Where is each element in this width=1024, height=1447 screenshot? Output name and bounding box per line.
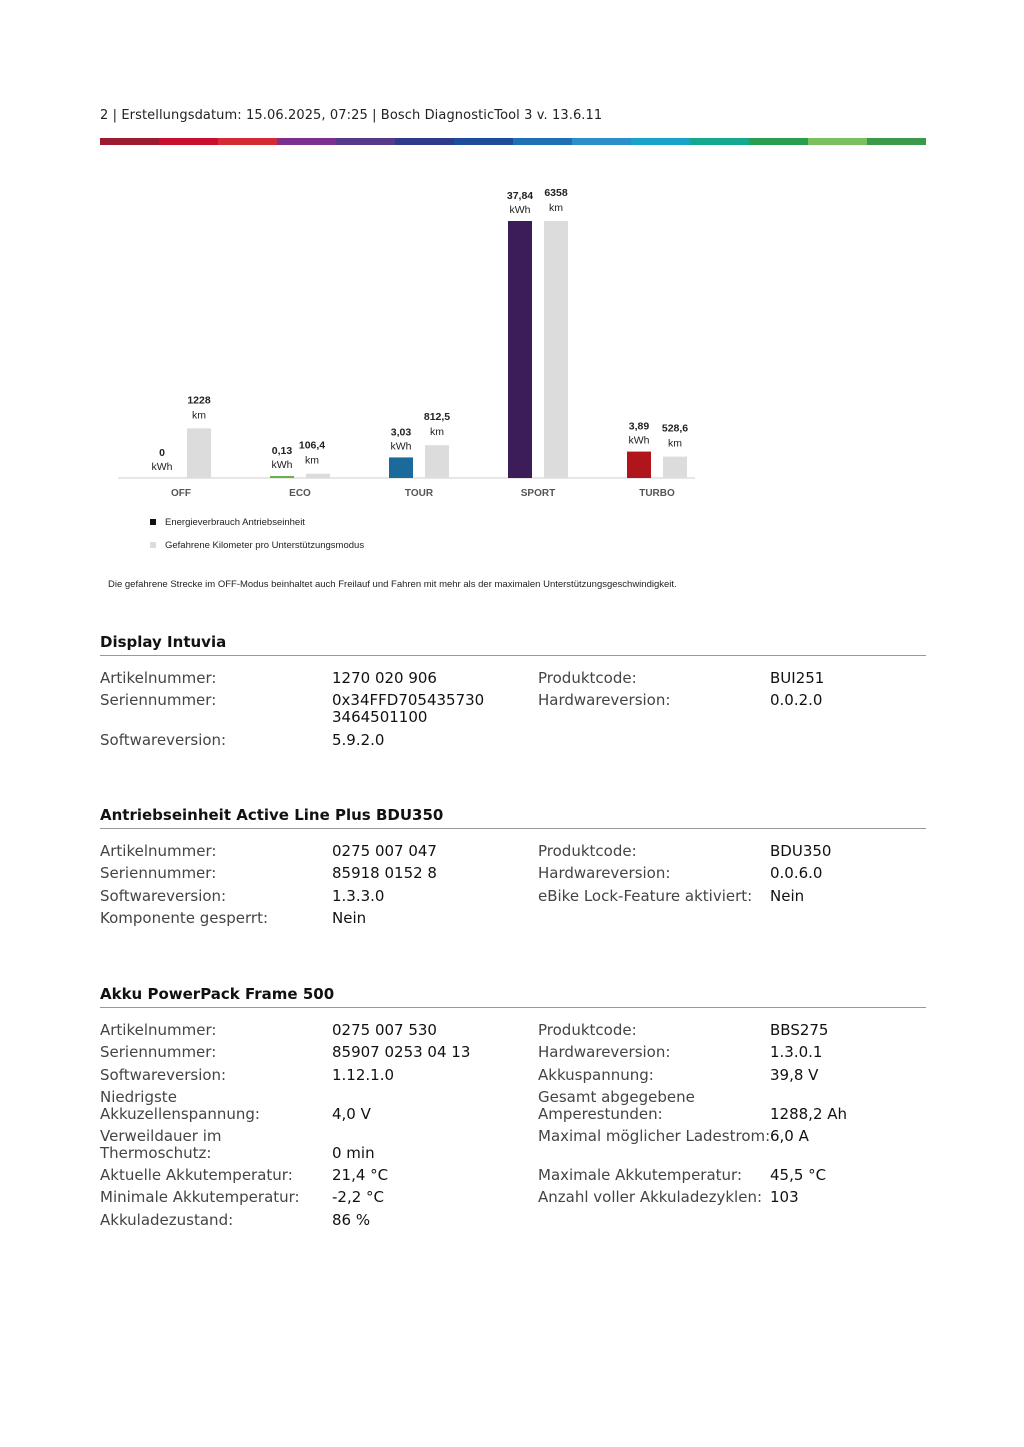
- detail-label-line: Aktuelle Akkutemperatur:: [100, 1165, 293, 1184]
- detail-label: [100, 910, 268, 927]
- color-bar-segment: [395, 138, 454, 145]
- detail-value-line: 86 %: [332, 1210, 371, 1229]
- detail-label: [100, 865, 216, 882]
- detail-value-line: 0 min: [332, 1143, 375, 1162]
- detail-label: [100, 1189, 300, 1206]
- detail-value: [332, 732, 384, 749]
- energy-unit-label: kWh: [628, 434, 650, 447]
- energy-unit-label: kWh: [390, 440, 412, 453]
- category-label: ECO: [289, 488, 311, 499]
- km-value-label: 1228: [187, 394, 211, 407]
- km-bar: [187, 428, 211, 478]
- energy-unit-label: kWh: [271, 459, 293, 471]
- detail-value: [770, 1044, 822, 1061]
- energy-value-label: 0,13: [271, 445, 293, 457]
- color-bar-segment: [218, 138, 277, 145]
- legend-km-label: Gefahrene Kilometer pro Unterstützungsmodus: [165, 540, 365, 551]
- detail-value: [332, 1189, 384, 1206]
- color-bar-segment: [867, 138, 926, 145]
- detail-label-line: Anzahl voller Akkuladezyklen:: [538, 1188, 763, 1207]
- detail-value: [770, 1067, 818, 1084]
- detail-value: [332, 1145, 375, 1162]
- detail-value-line: 21,4 °C: [332, 1165, 389, 1184]
- detail-label-line: Akkuzellenspannung:: [100, 1104, 260, 1123]
- detail-value: [770, 865, 822, 882]
- km-value-label: 812,5: [423, 411, 451, 424]
- detail-label-line: Amperestunden:: [538, 1104, 663, 1123]
- detail-label: [100, 732, 226, 749]
- detail-value-line: 103: [770, 1188, 799, 1207]
- section-title: Antriebseinheit Active Line Plus BDU350: [100, 806, 926, 829]
- km-bar: [663, 457, 687, 478]
- detail-value: [770, 692, 822, 709]
- category-label: OFF: [171, 488, 191, 499]
- detail-value: [332, 888, 384, 905]
- detail-value: [770, 1022, 828, 1039]
- detail-label-line: Artikelnummer:: [100, 1021, 217, 1039]
- detail-label-line: Seriennummer:: [100, 691, 217, 710]
- detail-value-line: BBS275: [770, 1021, 829, 1039]
- detail-label: [538, 888, 752, 905]
- detail-value-line: 45,5 °C: [770, 1165, 827, 1184]
- detail-value: [332, 1212, 370, 1229]
- detail-value: [770, 1106, 847, 1123]
- color-bar-segment: [749, 138, 808, 145]
- km-bar: [425, 445, 449, 478]
- detail-value: [770, 843, 831, 860]
- detail-label: [100, 1067, 226, 1084]
- detail-label-line: Akkuspannung:: [538, 1065, 654, 1084]
- category-label: SPORT: [520, 488, 556, 499]
- color-bar-segment: [336, 138, 395, 145]
- legend-km: [150, 540, 364, 551]
- energy-value-label: 3,89: [628, 420, 650, 433]
- detail-value: [332, 692, 484, 726]
- detail-label-line: Minimale Akkutemperatur:: [100, 1188, 300, 1207]
- detail-value: [332, 1167, 388, 1184]
- energy-bar: [508, 221, 532, 478]
- detail-label: [538, 1167, 742, 1184]
- detail-label-line: Maximale Akkutemperatur:: [538, 1165, 743, 1184]
- detail-value-line: BUI251: [770, 669, 825, 687]
- chart-footnote: Die gefahrene Strecke im OFF-Modus beinhaltet auch Freilauf und Fahren mit mehr als der maximalen Unterstützungsgeschwindigkeit.: [108, 579, 677, 590]
- detail-label: [538, 1067, 654, 1084]
- energy-value-label: 3,03: [390, 426, 412, 439]
- color-bar-segment: [808, 138, 867, 145]
- detail-label-line: Maximal möglicher Ladestrom:: [538, 1126, 771, 1145]
- detail-label-line: Softwareversion:: [100, 730, 227, 749]
- km-bar: [306, 474, 330, 478]
- detail-label: [538, 1128, 770, 1145]
- energy-bar: [270, 476, 294, 478]
- detail-label: [538, 843, 637, 860]
- detail-label-line: Verweildauer im: [100, 1126, 222, 1145]
- section-title: Akku PowerPack Frame 500: [100, 985, 926, 1008]
- detail-label: [100, 670, 216, 687]
- detail-value-line: 0.0.2.0: [770, 691, 823, 710]
- page-header: 2 | Erstellungsdatum: 15.06.2025, 07:25 | Bosch DiagnosticTool 3 v. 13.6.11: [100, 108, 603, 123]
- usage-bar-chart: [100, 180, 710, 510]
- detail-value-line: 0x34FFD705435730: [332, 691, 485, 710]
- energy-bar: [389, 457, 413, 478]
- detail-label-line: eBike Lock-Feature aktiviert:: [538, 886, 753, 905]
- color-bar-segment: [572, 138, 631, 145]
- legend-energy-swatch: [150, 519, 156, 525]
- energy-unit-label: kWh: [509, 204, 531, 216]
- detail-value: [332, 1044, 470, 1061]
- detail-label-line: Seriennummer:: [100, 1043, 217, 1062]
- detail-value: [770, 1189, 799, 1206]
- km-unit-label: km: [305, 454, 319, 467]
- energy-bar: [627, 452, 651, 478]
- detail-label-line: Hardwareversion:: [538, 691, 671, 710]
- detail-label-line: Produktcode:: [538, 669, 637, 687]
- color-bar-segment: [690, 138, 749, 145]
- km-unit-label: km: [192, 409, 206, 422]
- detail-label: [100, 843, 216, 860]
- color-bar-segment: [159, 138, 218, 145]
- detail-value-line: 1.12.1.0: [332, 1065, 395, 1084]
- color-bar-segment: [454, 138, 513, 145]
- brand-color-bar: [100, 138, 926, 145]
- km-value-label: 6358: [544, 187, 568, 199]
- detail-value-line: 0275 007 530: [332, 1021, 437, 1039]
- detail-value-line: 1.3.0.1: [770, 1043, 823, 1062]
- detail-label-line: Produktcode:: [538, 1021, 637, 1039]
- detail-label: [538, 1189, 762, 1206]
- detail-value-line: 0.0.6.0: [770, 864, 823, 883]
- detail-label-line: Akkuladezustand:: [100, 1210, 234, 1229]
- category-label: TURBO: [639, 488, 675, 499]
- energy-value-label: 37,84: [506, 190, 534, 202]
- detail-value-line: -2,2 °C: [332, 1188, 385, 1207]
- section-display: [100, 633, 926, 749]
- detail-label: [538, 670, 637, 687]
- detail-label: [100, 1089, 260, 1123]
- legend-km-swatch: [150, 542, 156, 548]
- legend-energy: [150, 517, 305, 528]
- detail-value-line: Nein: [332, 908, 367, 927]
- detail-value: [770, 888, 804, 905]
- detail-value: [332, 843, 437, 860]
- detail-label: [538, 1022, 637, 1039]
- detail-label-line: Hardwareversion:: [538, 864, 671, 883]
- detail-value: [770, 670, 824, 687]
- detail-label-line: Produktcode:: [538, 842, 637, 860]
- detail-value: [332, 1022, 437, 1039]
- detail-label: [100, 888, 226, 905]
- detail-value-line: 4,0 V: [332, 1104, 371, 1123]
- detail-label: [100, 1212, 233, 1229]
- color-bar-segment: [631, 138, 690, 145]
- color-bar-segment: [100, 138, 159, 145]
- km-unit-label: km: [430, 426, 444, 439]
- detail-value: [770, 1167, 826, 1184]
- detail-label: [100, 1044, 216, 1061]
- detail-value: [332, 910, 366, 927]
- color-bar-segment: [277, 138, 336, 145]
- detail-value: [332, 670, 437, 687]
- km-value-label: 528,6: [661, 422, 689, 435]
- detail-label: [538, 1044, 670, 1061]
- category-label: TOUR: [404, 488, 434, 499]
- detail-value-line: 1288,2 Ah: [770, 1104, 848, 1123]
- detail-label: [538, 1089, 695, 1123]
- detail-value-line: BDU350: [770, 842, 832, 860]
- detail-label-line: Hardwareversion:: [538, 1043, 671, 1062]
- detail-label-line: Thermoschutz:: [100, 1143, 212, 1162]
- legend-energy-label: Energieverbrauch Antriebseinheit: [165, 517, 305, 528]
- energy-unit-label: kWh: [151, 461, 173, 473]
- detail-value-line: 5.9.2.0: [332, 730, 385, 749]
- section-title: Display Intuvia: [100, 633, 926, 656]
- km-value-label: 106,4: [298, 439, 326, 452]
- detail-label: [538, 865, 670, 882]
- detail-label: [100, 692, 216, 709]
- detail-label: [100, 1167, 293, 1184]
- detail-value-line: 1270 020 906: [332, 669, 437, 687]
- detail-label-line: Softwareversion:: [100, 886, 227, 905]
- detail-value-line: 6,0 A: [770, 1126, 809, 1145]
- detail-label-line: Gesamt abgegebene: [538, 1087, 695, 1106]
- detail-value-line: 3464501100: [332, 708, 428, 727]
- detail-value-line: 1.3.3.0: [332, 886, 385, 905]
- detail-label-line: Seriennummer:: [100, 864, 217, 883]
- detail-value: [332, 1067, 394, 1084]
- km-unit-label: km: [549, 202, 563, 214]
- detail-value-line: Nein: [770, 886, 805, 905]
- section-drive: [100, 806, 926, 927]
- detail-label-line: Artikelnummer:: [100, 842, 217, 860]
- detail-value: [332, 865, 437, 882]
- detail-label-line: Softwareversion:: [100, 1065, 227, 1084]
- detail-value-line: 85918 0152 8: [332, 864, 437, 883]
- detail-value-line: 39,8 V: [770, 1065, 819, 1084]
- detail-value-line: 0275 007 047: [332, 842, 437, 860]
- section-battery: [100, 985, 926, 1229]
- detail-label-line: Artikelnummer:: [100, 669, 217, 687]
- detail-label-line: Niedrigste: [100, 1087, 177, 1106]
- detail-label: [538, 692, 670, 709]
- detail-value: [332, 1106, 371, 1123]
- km-bar: [544, 221, 568, 478]
- detail-value-line: 85907 0253 04 13: [332, 1043, 471, 1062]
- detail-label: [100, 1022, 216, 1039]
- energy-value-label: 0: [159, 447, 165, 459]
- detail-label: [100, 1128, 222, 1162]
- color-bar-segment: [513, 138, 572, 145]
- detail-value: [770, 1128, 809, 1145]
- km-unit-label: km: [668, 437, 682, 450]
- detail-label-line: Komponente gesperrt:: [100, 908, 269, 927]
